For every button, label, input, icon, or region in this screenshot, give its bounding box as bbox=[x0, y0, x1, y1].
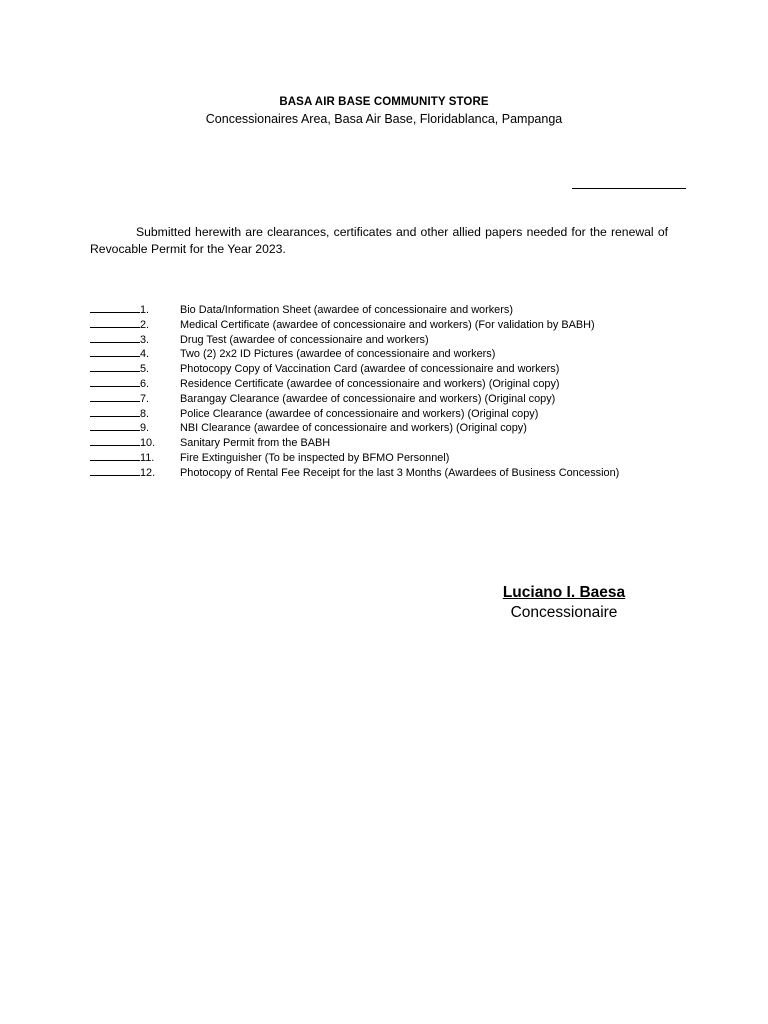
item-number: 9. bbox=[140, 422, 150, 435]
check-blank-line bbox=[90, 466, 140, 476]
item-text: Photocopy Copy of Vaccination Card (awardee of concessionaire and workers) bbox=[180, 363, 560, 376]
check-blank-line bbox=[90, 421, 140, 431]
check-blank-line bbox=[90, 436, 140, 446]
item-number: 12. bbox=[140, 466, 156, 479]
item-number: 2. bbox=[140, 318, 150, 331]
signatory-name: Luciano I. Baesa bbox=[502, 584, 626, 601]
store-address: Concessionaires Area, Basa Air Base, Floridablanca, Pampanga bbox=[205, 112, 563, 126]
checklist-item bbox=[90, 392, 710, 407]
item-text: Barangay Clearance (awardee of concessionaire and workers) (Original copy) bbox=[180, 392, 556, 405]
check-blank-line bbox=[90, 407, 140, 417]
checklist-item bbox=[90, 377, 710, 392]
item-text: Drug Test (awardee of concessionaire and workers) bbox=[180, 333, 429, 346]
item-text: Bio Data/Information Sheet (awardee of concessionaire and workers) bbox=[180, 304, 513, 316]
checklist-item bbox=[90, 407, 710, 422]
item-text: Two (2) 2x2 ID Pictures (awardee of concessionaire and workers) bbox=[180, 348, 496, 361]
check-blank-line bbox=[90, 318, 140, 328]
item-number: 3. bbox=[140, 333, 150, 346]
checklist-item bbox=[90, 421, 710, 436]
checklist-item bbox=[90, 466, 710, 481]
item-text: NBI Clearance (awardee of concessionaire and workers) (Original copy) bbox=[180, 422, 527, 435]
check-blank-line bbox=[90, 347, 140, 357]
requirements-checklist bbox=[90, 303, 710, 481]
item-text: Sanitary Permit from the BABH bbox=[180, 437, 331, 450]
intro-paragraph bbox=[90, 224, 668, 258]
check-blank-line bbox=[90, 451, 140, 461]
item-text: Police Clearance (awardee of concessionaire and workers) (Original copy) bbox=[180, 407, 539, 420]
signature-block bbox=[482, 584, 646, 622]
item-text: Fire Extinguisher (To be inspected by BFMO Personnel) bbox=[180, 451, 450, 464]
item-number: 10. bbox=[140, 437, 156, 450]
checklist-item bbox=[90, 347, 710, 362]
checklist-item bbox=[90, 362, 710, 377]
signatory-title: Concessionaire bbox=[510, 604, 618, 621]
item-number: 11. bbox=[140, 451, 155, 464]
checklist-item bbox=[90, 451, 710, 466]
store-name-heading: BASA AIR BASE COMMUNITY STORE bbox=[279, 96, 489, 108]
item-number: 8. bbox=[140, 407, 150, 420]
item-number: 6. bbox=[140, 377, 150, 390]
checklist-item bbox=[90, 318, 710, 333]
checklist-item bbox=[90, 333, 710, 348]
date-blank-line bbox=[572, 188, 686, 189]
check-blank-line bbox=[90, 333, 140, 343]
item-number: 4. bbox=[140, 348, 150, 361]
item-text: Photocopy of Rental Fee Receipt for the last 3 Months (Awardees of Business Concession) bbox=[180, 466, 620, 479]
item-text: Medical Certificate (awardee of concessionaire and workers) (For validation by BABH) bbox=[180, 318, 595, 331]
checklist-item bbox=[90, 303, 710, 318]
checklist-item bbox=[90, 436, 710, 451]
item-text: Residence Certificate (awardee of concessionaire and workers) (Original copy) bbox=[180, 377, 560, 390]
item-number: 5. bbox=[140, 363, 150, 376]
item-number: 7. bbox=[140, 392, 150, 405]
check-blank-line bbox=[90, 392, 140, 402]
check-blank-line bbox=[90, 377, 140, 387]
intro-text: Submitted herewith are clearances, certificates and other allied papers needed for the renewal of Revocable Permit for the Year 2023. bbox=[90, 225, 668, 256]
check-blank-line bbox=[90, 362, 140, 372]
check-blank-line bbox=[90, 303, 140, 313]
item-number: 1. bbox=[140, 304, 150, 316]
